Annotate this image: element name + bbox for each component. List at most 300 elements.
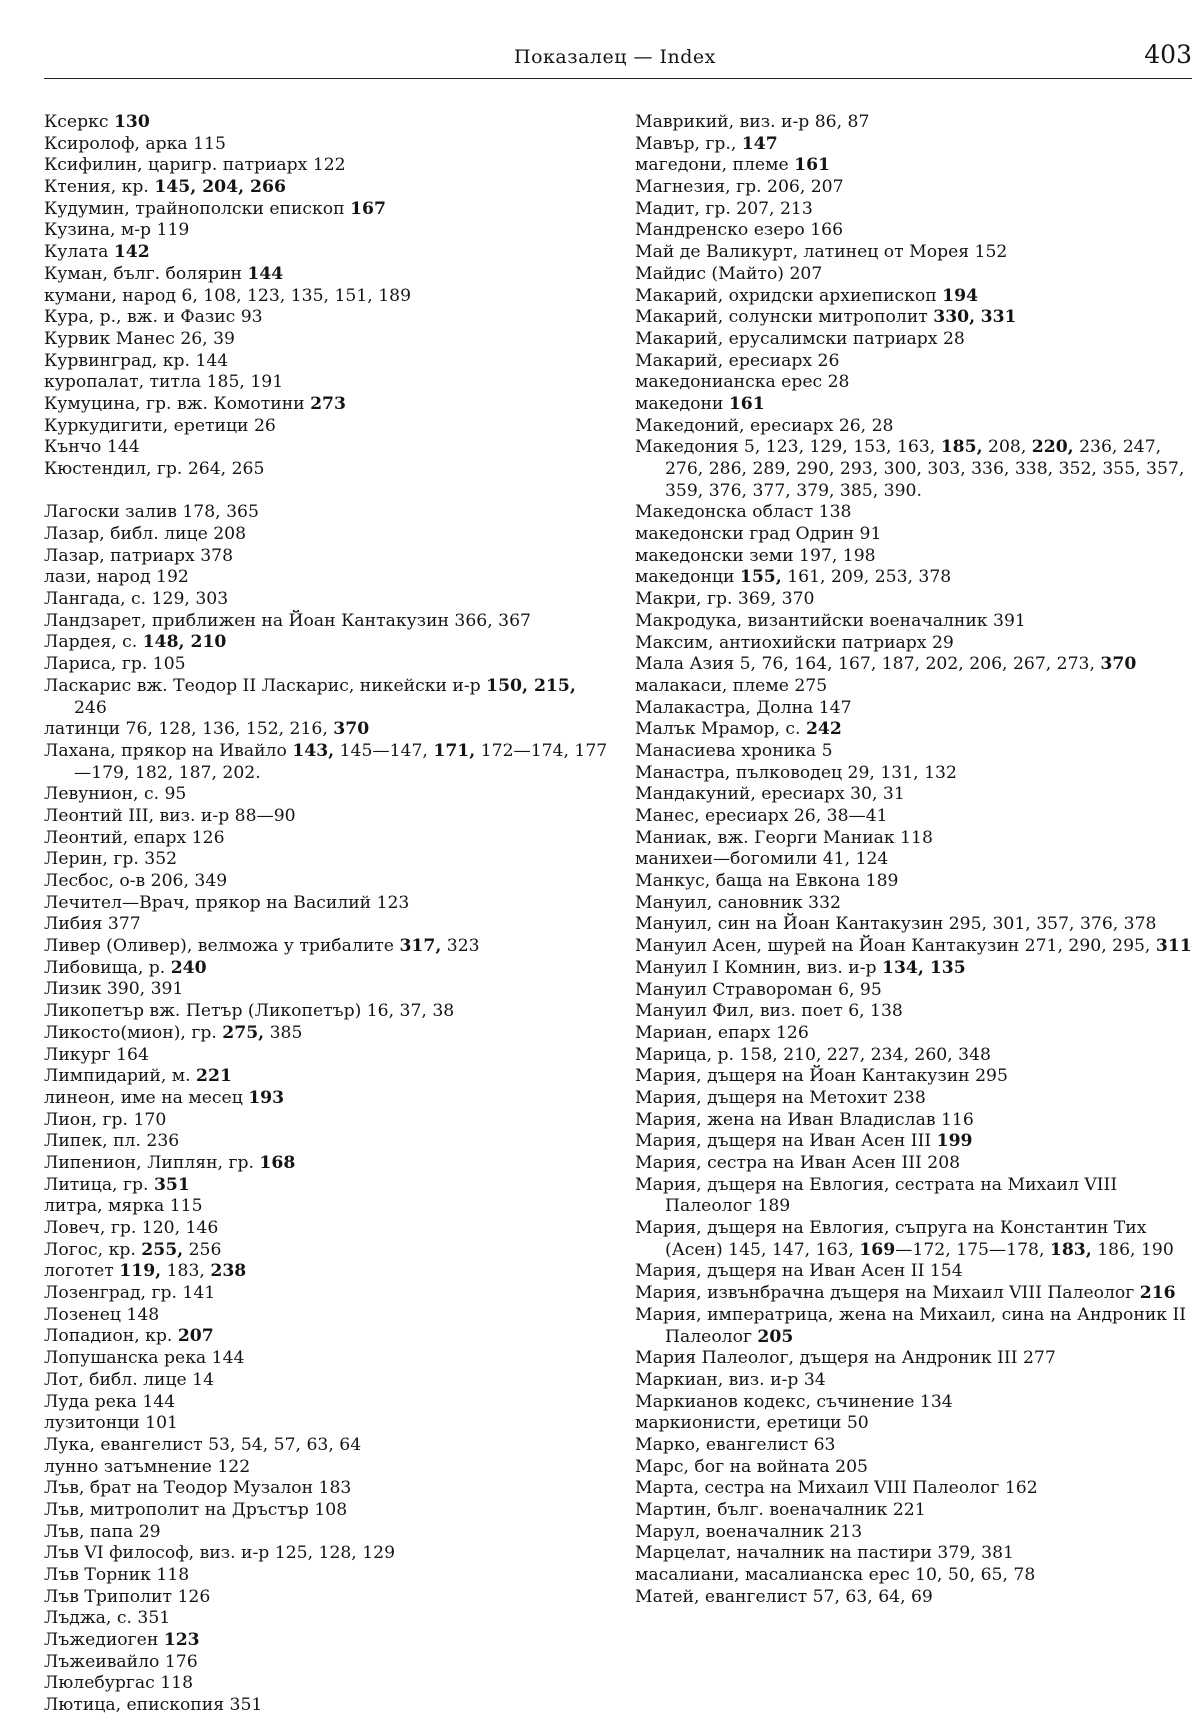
- entry-page-ref-bold: 317,: [399, 936, 442, 957]
- index-entry: [635, 1066, 1192, 1088]
- index-entry: [44, 1001, 609, 1023]
- index-entry: [635, 546, 1192, 568]
- index-entry: [635, 286, 1192, 308]
- index-entry: [44, 936, 609, 958]
- entry-text: Ксеркс: [44, 112, 114, 132]
- entry-page-ref-bold: 161: [728, 393, 765, 414]
- entry-text: Манастра, пълководец 29, 131, 132: [635, 762, 957, 783]
- index-entry: [44, 741, 609, 784]
- index-entry: [44, 1565, 609, 1587]
- entry-page-ref-bold: 130: [113, 112, 150, 132]
- entry-text: Лизик 390, 391: [44, 979, 184, 1000]
- entry-text: лунно затъмнение 122: [44, 1456, 251, 1477]
- index-entry: [44, 220, 609, 242]
- entry-text: Македония 5, 123, 129, 153, 163,: [635, 437, 941, 458]
- entry-text: Макарий, ерусалимски патриарх 28: [635, 328, 965, 349]
- entry-text: Марко, евангелист 63: [635, 1434, 836, 1455]
- index-entry: [44, 1522, 609, 1544]
- entry-text: Ликосто(мион), гр.: [44, 1022, 223, 1043]
- index-entry: [635, 763, 1192, 785]
- entry-text: македонианска ерес 28: [635, 372, 850, 393]
- index-entry: [44, 676, 609, 719]
- index-entry: [635, 1587, 1192, 1609]
- entry-text: Лъв, брат на Теодор Музалон 183: [44, 1478, 352, 1499]
- entry-page-ref-bold: 169: [859, 1239, 896, 1260]
- entry-page-ref-bold: 171,: [433, 740, 476, 761]
- index-entry: [44, 849, 609, 871]
- index-entry: [635, 1283, 1192, 1305]
- entry-text: Малък Мрамор, с.: [635, 719, 806, 740]
- index-entry: [44, 1652, 609, 1674]
- entry-text: Мария, императрица, жена на Михаил, сина на Андроник II Палеолог: [635, 1304, 1187, 1347]
- index-entry: [635, 567, 1192, 589]
- index-column-right: [635, 112, 1192, 1608]
- entry-text: логотет: [44, 1261, 120, 1282]
- entry-text: —172, 175—178,: [895, 1239, 1050, 1260]
- index-entry: [635, 1045, 1192, 1067]
- index-entry: [44, 806, 609, 828]
- entry-text: Лот, библ. лице 14: [44, 1369, 215, 1390]
- index-entry: [635, 958, 1192, 980]
- index-entry: [44, 958, 609, 980]
- index-entry: [44, 1218, 609, 1240]
- entry-text: 246: [74, 697, 107, 718]
- entry-page-ref-bold: 142: [113, 242, 150, 263]
- entry-text: Ливер (Оливер), велможа у трибалите: [44, 936, 400, 957]
- index-entry: [635, 1175, 1192, 1218]
- entry-text: 145—147,: [334, 740, 434, 761]
- index-entry: [635, 1305, 1192, 1348]
- index-entry: [635, 1500, 1192, 1522]
- entry-text: Люлебургас 118: [44, 1673, 194, 1694]
- entry-text: Мариан, епарх 126: [635, 1022, 809, 1043]
- index-entry: [635, 502, 1192, 524]
- entry-text: Манкус, баща на Евкона 189: [635, 871, 899, 892]
- entry-text: Македоний, ересиарх 26, 28: [635, 415, 894, 436]
- entry-text: Ловеч, гр. 120, 146: [44, 1218, 219, 1239]
- entry-text: Матей, евангелист 57, 63, 64, 69: [635, 1586, 933, 1607]
- entry-text: лузитонци 101: [44, 1413, 178, 1434]
- index-entry: [635, 134, 1192, 156]
- entry-text: Маркианов кодекс, съчинение 134: [635, 1391, 953, 1412]
- entry-text: Май де Валикурт, латинец от Морея 152: [635, 242, 1008, 263]
- index-entry: [635, 936, 1192, 958]
- entry-text: Логос, кр.: [44, 1239, 142, 1260]
- index-entry: [44, 654, 609, 676]
- entry-text: Макарий, охридски архиепископ: [635, 285, 943, 306]
- entry-page-ref-bold: 119,: [119, 1261, 162, 1282]
- entry-text: лази, народ 192: [44, 567, 189, 588]
- index-entry: [44, 286, 609, 308]
- entry-text: Манес, ересиарх 26, 38—41: [635, 806, 888, 826]
- entry-text: Лъджа, с. 351: [44, 1608, 171, 1629]
- index-entry: [44, 1088, 609, 1110]
- index-entry: [635, 654, 1192, 676]
- entry-text: Мартин, бълг. военачалник 221: [635, 1500, 926, 1520]
- entry-text: Магнезия, гр. 206, 207: [635, 177, 844, 198]
- index-entry: [44, 1695, 609, 1717]
- index-entry: [635, 1413, 1192, 1435]
- index-entry: [635, 611, 1192, 633]
- entry-text: Литица, гр.: [44, 1174, 154, 1195]
- entry-page-ref-bold: 255,: [141, 1239, 184, 1260]
- index-entry: [44, 719, 609, 741]
- index-entry: [44, 1370, 609, 1392]
- entry-text: македонци: [635, 567, 740, 588]
- entry-page-ref-bold: 351: [153, 1174, 190, 1195]
- entry-text: линеон, име на месец: [44, 1087, 249, 1108]
- index-entry: [44, 546, 609, 568]
- index-entry: [44, 784, 609, 806]
- entry-text: Кънчо 144: [44, 437, 140, 458]
- index-entry: [44, 112, 609, 134]
- index-entry: [44, 1587, 609, 1609]
- index-entry: [635, 1522, 1192, 1544]
- index-entry: [44, 1457, 609, 1479]
- entry-text: Ласкарис вж. Теодор II Ласкарис, никейски и-р: [44, 675, 487, 696]
- index-entry: [635, 437, 1192, 502]
- entry-text: Макри, гр. 369, 370: [635, 589, 815, 610]
- index-entry: [44, 329, 609, 351]
- entry-text: Ксифилин, царигр. патриарх 122: [44, 155, 346, 176]
- entry-text: македони: [635, 393, 729, 414]
- entry-text: Маврикий, виз. и-р 86, 87: [635, 112, 870, 132]
- entry-text: Лъжедиоген: [44, 1630, 164, 1651]
- index-entry: [44, 914, 609, 936]
- entry-text: Мария, дъщеря на Иван Асен II 154: [635, 1261, 963, 1282]
- header-rule: [44, 78, 1192, 79]
- entry-text: Малакастра, Долна 147: [635, 697, 852, 718]
- index-entry: [44, 459, 609, 481]
- index-entry: [44, 893, 609, 915]
- index-entry: [635, 264, 1192, 286]
- index-entry: [635, 828, 1192, 850]
- index-entry: [635, 351, 1192, 373]
- index-entry: [44, 1500, 609, 1522]
- entry-text: Майдис (Майто) 207: [635, 263, 823, 284]
- index-entry: [44, 589, 609, 611]
- entry-text: масалиани, масалианска ерес 10, 50, 65, 78: [635, 1565, 1036, 1586]
- entry-text: Кюстендил, гр. 264, 265: [44, 459, 265, 479]
- entry-text: Мандренско езеро 166: [635, 220, 844, 241]
- index-entry: [44, 1283, 609, 1305]
- entry-page-ref-bold: 167: [350, 198, 386, 219]
- index-entry: [44, 1023, 609, 1045]
- index-entry: [44, 632, 609, 654]
- entry-text: 236, 247, 276, 286, 289, 290, 293, 300, 303, 336, 338, 352, 355, 357, 359, 376, 377, 379, 385, 390.: [665, 437, 1185, 501]
- entry-text: Курвик Манес 26, 39: [44, 328, 235, 349]
- index-entry: [44, 524, 609, 546]
- entry-text: магедони, племе: [635, 155, 795, 176]
- entry-text: Ксиролоф, арка 115: [44, 133, 226, 154]
- entry-text: Левунион, с. 95: [44, 784, 187, 805]
- entry-text: Липек, пл. 236: [44, 1131, 180, 1152]
- entry-text: македонски земи 197, 198: [635, 545, 876, 566]
- index-entry: [44, 567, 609, 589]
- index-entry: [44, 351, 609, 373]
- entry-text: Ликопетър вж. Петър (Ликопетър) 16, 37, 38: [44, 1001, 455, 1022]
- entry-page-ref-bold: 147: [741, 133, 778, 154]
- entry-text: Макарий, ересиарх 26: [635, 350, 840, 371]
- index-entry: [635, 1110, 1192, 1132]
- entry-text: Маниак, вж. Георги Маниак 118: [635, 827, 933, 848]
- entry-page-ref-bold: 183,: [1049, 1239, 1092, 1260]
- index-entry: [635, 394, 1192, 416]
- entry-text: Макродука, византийски военачалник 391: [635, 610, 1026, 631]
- index-entry: [635, 1088, 1192, 1110]
- index-entry: [635, 1392, 1192, 1414]
- entry-page-ref-bold: 123: [163, 1630, 200, 1651]
- entry-text: Мавър, гр.,: [635, 133, 742, 154]
- index-entry: [635, 1218, 1192, 1261]
- entry-text: Макарий, солунски митрополит: [635, 307, 934, 328]
- entry-text: Курвинград, кр. 144: [44, 350, 229, 371]
- index-entry: [635, 1153, 1192, 1175]
- index-entry: [635, 307, 1192, 329]
- entry-page-ref-bold: 311: [1155, 936, 1192, 957]
- entry-text: малакаси, племе 275: [635, 675, 828, 696]
- entry-page-ref-bold: 194: [942, 285, 979, 306]
- entry-text: Ландзарет, приближен на Йоан Кантакузин 366, 367: [44, 610, 531, 631]
- entry-text: Марс, бог на войната 205: [635, 1456, 868, 1477]
- entry-text: Манасиева хроника 5: [635, 740, 833, 761]
- index-entry: [44, 264, 609, 286]
- entry-text: Мануил I Комнин, виз. и-р: [635, 957, 882, 978]
- entry-text: латинци 76, 128, 136, 152, 216,: [44, 719, 334, 740]
- entry-text: Лесбос, о-в 206, 349: [44, 871, 228, 892]
- entry-text: 161, 209, 253, 378: [781, 567, 952, 588]
- entry-text: Марица, р. 158, 210, 227, 234, 260, 348: [635, 1044, 991, 1065]
- entry-text: Мария, жена на Иван Владислав 116: [635, 1109, 974, 1130]
- index-entry: [635, 1023, 1192, 1045]
- section-gap: [44, 481, 609, 503]
- entry-text: Лъв VI философ, виз. и-р 125, 128, 129: [44, 1543, 396, 1564]
- index-entry: [635, 1370, 1192, 1392]
- entry-text: Куркудигити, еретици 26: [44, 415, 276, 436]
- entry-text: Маркиан, виз. и-р 34: [635, 1369, 826, 1390]
- entry-page-ref-bold: 370: [333, 719, 370, 740]
- entry-page-ref-bold: 148, 210: [142, 632, 227, 653]
- index-entry: [44, 1110, 609, 1132]
- index-entry: [44, 1175, 609, 1197]
- index-entry: [44, 394, 609, 416]
- entry-text: Лъв, митрополит на Дръстър 108: [44, 1499, 348, 1520]
- entry-text: Куман, бълг. болярин: [44, 263, 248, 284]
- entry-text: Лахана, прякор на Ивайло: [44, 740, 293, 761]
- entry-page-ref-bold: 161: [794, 155, 831, 176]
- entry-text: Мануил Фил, виз. поет 6, 138: [635, 1001, 903, 1022]
- index-entry: [635, 806, 1192, 828]
- index-entry: [635, 1348, 1192, 1370]
- index-entry: [635, 633, 1192, 655]
- entry-page-ref-bold: 205: [757, 1326, 794, 1347]
- entry-text: Мануил Асен, шурей на Йоан Кантакузин 271, 290, 295,: [635, 936, 1156, 957]
- index-entry: [44, 177, 609, 199]
- entry-page-ref-bold: 238: [210, 1261, 247, 1282]
- entry-page-ref-bold: 242: [805, 719, 842, 740]
- index-entry: [635, 220, 1192, 242]
- index-entry: [44, 1608, 609, 1630]
- entry-page-ref-bold: 273: [310, 393, 346, 414]
- index-entry: [44, 199, 609, 221]
- entry-text: Лъв, папа 29: [44, 1521, 161, 1542]
- entry-page-ref-bold: 220,: [1031, 437, 1074, 458]
- entry-text: Лион, гр. 170: [44, 1109, 167, 1130]
- index-entry: [44, 1326, 609, 1348]
- index-entry: [44, 1435, 609, 1457]
- index-entry: [635, 155, 1192, 177]
- entry-text: Лангада, с. 129, 303: [44, 589, 229, 610]
- index-entry: [44, 611, 609, 633]
- entry-text: Кудумин, трайнополски епископ: [44, 198, 351, 219]
- index-entry: [635, 914, 1192, 936]
- entry-text: Ктения, кр.: [44, 177, 155, 198]
- entry-text: Марул, военачалник 213: [635, 1521, 863, 1542]
- entry-text: Македонска област 138: [635, 502, 852, 523]
- index-entry: [44, 307, 609, 329]
- entry-page-ref-bold: 150, 215,: [486, 675, 576, 696]
- entry-text: Мария, дъщеря на Йоан Кантакузин 295: [635, 1066, 1008, 1087]
- entry-text: Лозенец 148: [44, 1304, 160, 1325]
- entry-text: Лъв Триполит 126: [44, 1586, 211, 1607]
- index-entry: [635, 329, 1192, 351]
- index-entry: [635, 242, 1192, 264]
- entry-text: Мария, дъщеря на Иван Асен III: [635, 1131, 937, 1152]
- entry-text: Лука, евангелист 53, 54, 57, 63, 64: [44, 1434, 362, 1455]
- entry-text: Липенион, Липлян, гр.: [44, 1152, 260, 1173]
- entry-text: Лазар, библ. лице 208: [44, 524, 247, 545]
- entry-page-ref-bold: 155,: [739, 567, 782, 588]
- entry-text: куропалат, титла 185, 191: [44, 372, 284, 393]
- entry-text: Мария Палеолог, дъщеря на Андроник III 277: [635, 1348, 1056, 1369]
- index-entry: [44, 1153, 609, 1175]
- index-entry: [44, 1478, 609, 1500]
- entry-text: манихеи—богомили 41, 124: [635, 849, 889, 870]
- index-entry: [44, 1543, 609, 1565]
- index-entry: [44, 1066, 609, 1088]
- entry-text: Мария, дъщеря на Евлогия, сестрата на Михаил VIII Палеолог 189: [635, 1174, 1118, 1217]
- index-entry: [635, 589, 1192, 611]
- entry-text: Максим, антиохийски патриарх 29: [635, 632, 954, 653]
- index-entry: [635, 177, 1192, 199]
- entry-text: Лечител—Врач, прякор на Василий 123: [44, 892, 410, 913]
- running-title: Показалец — Index: [514, 46, 716, 68]
- index-entry: [44, 372, 609, 394]
- entry-text: Мария, дъщеря на Евлогия, съпруга на Константин Тих (Асен) 145, 147, 163,: [635, 1218, 1147, 1260]
- entry-text: Леонтий, епарх 126: [44, 827, 225, 848]
- index-entry: [635, 980, 1192, 1002]
- index-entry: [635, 741, 1192, 763]
- index-entry: [44, 871, 609, 893]
- entry-text: Марцелат, началник на пастири 379, 381: [635, 1543, 1014, 1564]
- entry-text: 172—174, 177—179, 182, 187, 202.: [74, 740, 608, 783]
- entry-page-ref-bold: 216: [1139, 1283, 1176, 1304]
- entry-page-ref-bold: 221: [196, 1066, 232, 1087]
- entry-text: Мария, сестра на Иван Асен III 208: [635, 1153, 961, 1173]
- entry-text: Мануил Стравороман 6, 95: [635, 979, 882, 1000]
- index-entry: [635, 893, 1192, 915]
- index-entry: [635, 784, 1192, 806]
- entry-text: Лазар, патриарх 378: [44, 545, 234, 566]
- index-entry: [44, 979, 609, 1001]
- index-entry: [635, 1565, 1192, 1587]
- index-entry: [44, 1413, 609, 1435]
- index-entry: [635, 849, 1192, 871]
- entry-text: Либия 377: [44, 914, 141, 935]
- running-header: [44, 40, 1192, 76]
- index-entry: [44, 1673, 609, 1695]
- entry-text: Лимпидарий, м.: [44, 1066, 197, 1087]
- entry-text: Кулата: [44, 242, 114, 263]
- entry-page-ref-bold: 185,: [940, 437, 983, 458]
- index-entry: [635, 416, 1192, 438]
- entry-page-ref-bold: 143,: [292, 740, 335, 761]
- index-entry: [44, 1261, 609, 1283]
- index-entry: [44, 437, 609, 459]
- index-entry: [635, 199, 1192, 221]
- entry-text: Мадит, гр. 207, 213: [635, 198, 813, 219]
- entry-page-ref-bold: 199: [936, 1131, 973, 1152]
- index-entry: [635, 1457, 1192, 1479]
- index-entry: [44, 155, 609, 177]
- entry-text: Лъв Торник 118: [44, 1565, 190, 1586]
- entry-text: 208,: [982, 437, 1032, 458]
- entry-text: Либовища, р.: [44, 957, 171, 978]
- entry-text: Кумуцина, гр. вж. Комотини: [44, 393, 311, 414]
- entry-page-ref-bold: 275,: [222, 1022, 265, 1043]
- index-entry: [44, 1131, 609, 1153]
- entry-page-ref-bold: 145, 204, 266: [154, 177, 286, 198]
- index-entry: [635, 719, 1192, 741]
- index-entry: [44, 828, 609, 850]
- entry-text: Кура, р., вж. и Фазис 93: [44, 307, 263, 328]
- entry-text: 256: [183, 1239, 222, 1260]
- index-entry: [44, 134, 609, 156]
- index-entry: [44, 1305, 609, 1327]
- index-entry: [635, 1543, 1192, 1565]
- index-entry: [44, 416, 609, 438]
- entry-text: Мануил, син на Йоан Кантакузин 295, 301, 357, 376, 378: [635, 914, 1157, 935]
- entry-text: Лъжеивайло 176: [44, 1651, 198, 1672]
- index-entry: [44, 242, 609, 264]
- entry-text: Лардея, с.: [44, 632, 143, 653]
- entry-text: кумани, народ 6, 108, 123, 135, 151, 189: [44, 285, 412, 306]
- entry-text: Мария, дъщеря на Метохит 238: [635, 1087, 926, 1108]
- index-entry: [635, 1435, 1192, 1457]
- entry-text: Мала Азия 5, 76, 164, 167, 187, 202, 206, 267, 273,: [635, 654, 1101, 675]
- entry-text: Мануил, сановник 332: [635, 892, 841, 913]
- index-entry: [44, 1240, 609, 1262]
- entry-text: Лопадион, кр.: [44, 1326, 178, 1347]
- entry-text: Лютица, епископия 351: [44, 1695, 263, 1716]
- entry-text: Ликург 164: [44, 1044, 149, 1065]
- index-entry: [44, 502, 609, 524]
- index-entry: [44, 1045, 609, 1067]
- index-entry: [635, 698, 1192, 720]
- entry-text: Лозенград, гр. 141: [44, 1283, 216, 1304]
- index-entry: [635, 1001, 1192, 1023]
- entry-text: Лагоски залив 178, 365: [44, 502, 259, 523]
- entry-text: Лерин, гр. 352: [44, 849, 178, 870]
- entry-text: македонски град Одрин 91: [635, 524, 882, 545]
- index-entry: [635, 524, 1192, 546]
- entry-text: Марта, сестра на Михаил VIII Палеолог 162: [635, 1478, 1038, 1499]
- entry-page-ref-bold: 144: [247, 263, 284, 284]
- entry-text: Кузина, м-р 119: [44, 220, 190, 241]
- entry-text: Мария, извънбрачна дъщеря на Михаил VIII Палеолог: [635, 1283, 1140, 1304]
- entry-text: 385: [264, 1022, 303, 1043]
- entry-text: литра, мярка 115: [44, 1196, 203, 1217]
